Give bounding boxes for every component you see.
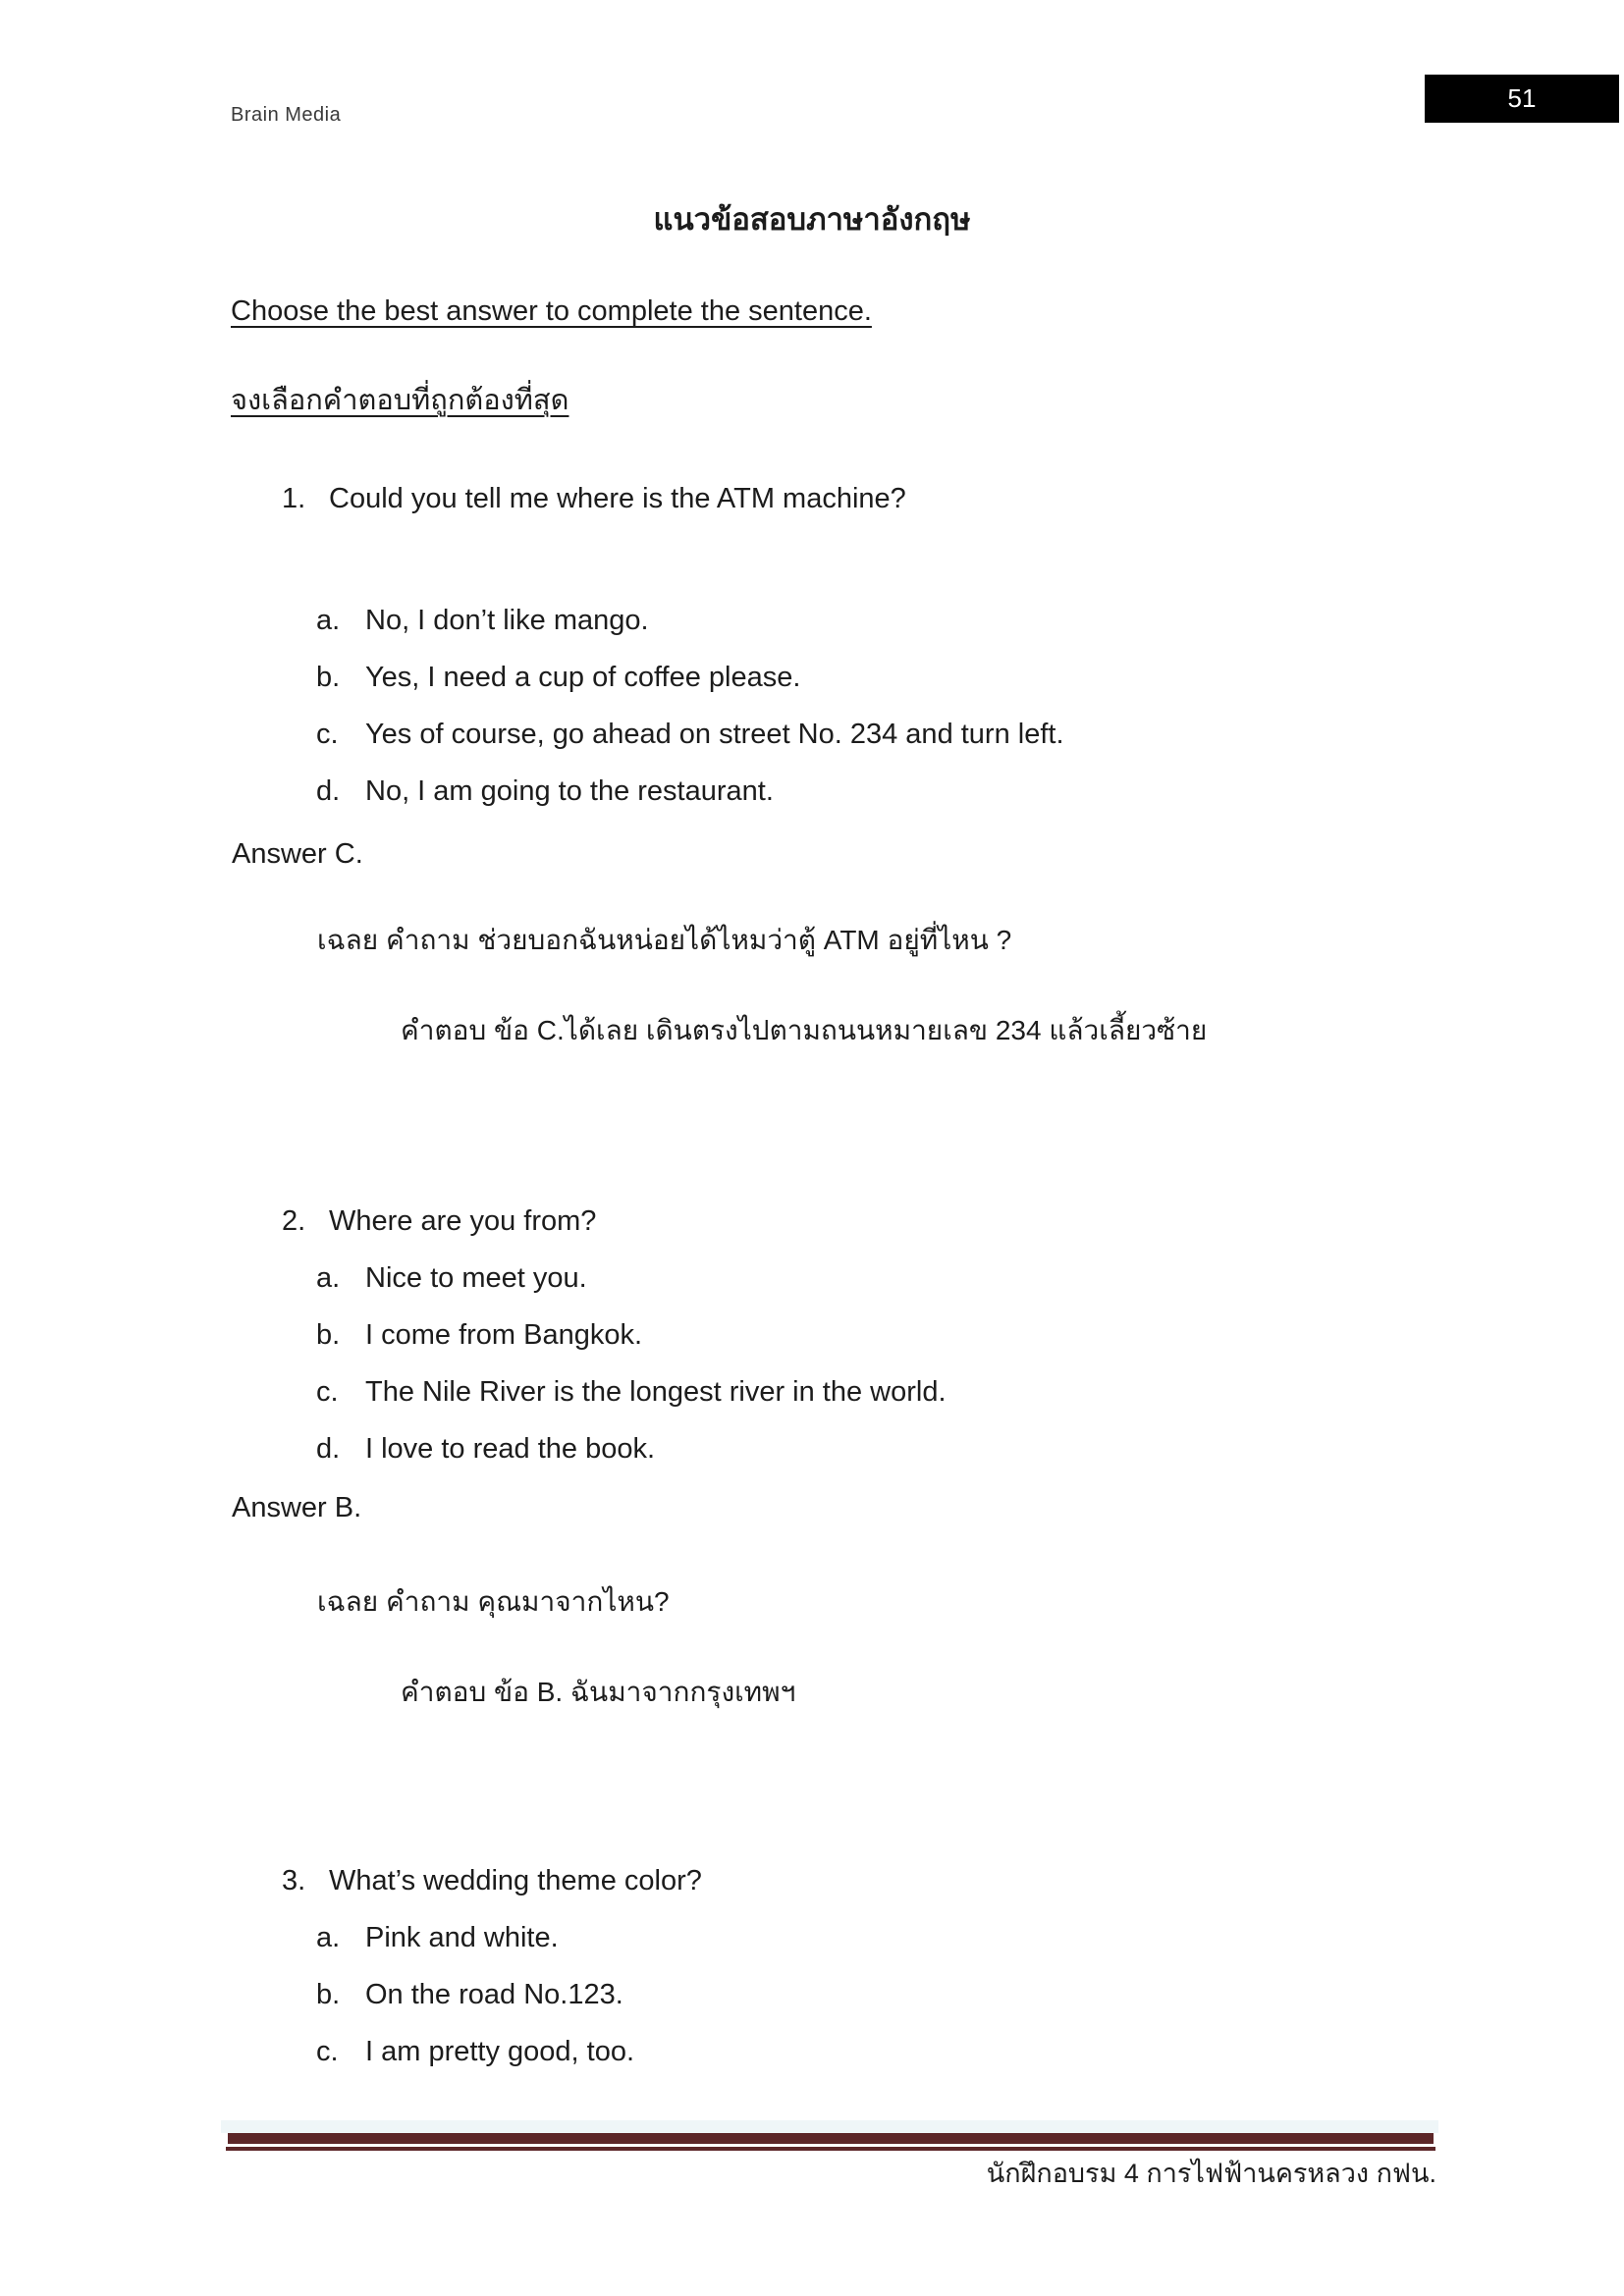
option-letter: c. bbox=[316, 1376, 339, 1408]
option-text: Yes of course, go ahead on street No. 234 and turn left. bbox=[365, 719, 1064, 750]
option-letter: c. bbox=[316, 719, 339, 750]
option-letter: d. bbox=[316, 1433, 341, 1465]
brand-text: Brain Media bbox=[231, 104, 342, 126]
option-letter: a. bbox=[316, 1922, 341, 1953]
question-2-option-a bbox=[316, 1262, 587, 1295]
footer-tint-strip bbox=[221, 2120, 1438, 2133]
question-2 bbox=[282, 1205, 596, 1238]
option-text: The Nile River is the longest river in the world. bbox=[365, 1376, 947, 1408]
option-text: No, I don’t like mango. bbox=[365, 605, 649, 636]
question-1 bbox=[282, 483, 906, 515]
option-letter: b. bbox=[316, 1979, 341, 2010]
question-1-explanation-answer: คำตอบ ข้อ C.ได้เลย เดินตรงไปตามถนนหมายเลข 234 แล้วเลี้ยวซ้าย bbox=[401, 1015, 1208, 1045]
instruction-english: Choose the best answer to complete the sentence. bbox=[231, 295, 872, 327]
question-2-answer: Answer B. bbox=[232, 1492, 362, 1523]
question-1-option-b bbox=[316, 662, 800, 694]
option-letter: a. bbox=[316, 1262, 341, 1294]
footer-rule-thin bbox=[226, 2147, 1435, 2151]
question-1-option-c bbox=[316, 719, 1064, 751]
question-2-text: Where are you from? bbox=[329, 1205, 597, 1237]
option-text: No, I am going to the restaurant. bbox=[365, 775, 774, 807]
question-1-option-d bbox=[316, 775, 774, 808]
option-text: Yes, I need a cup of coffee please. bbox=[365, 662, 801, 693]
question-3-option-c bbox=[316, 2036, 634, 2068]
option-letter: b. bbox=[316, 1319, 341, 1351]
question-1-text: Could you tell me where is the ATM machine? bbox=[329, 483, 906, 514]
option-letter: b. bbox=[316, 662, 341, 693]
option-text: Pink and white. bbox=[365, 1922, 559, 1953]
option-letter: a. bbox=[316, 605, 341, 636]
footer-rule-thick bbox=[228, 2133, 1434, 2144]
question-1-answer: Answer C. bbox=[232, 838, 363, 870]
footer-note: นักฝึกอบรม 4 การไฟฟ้านครหลวง กฟน. bbox=[986, 2159, 1436, 2188]
option-text: On the road No.123. bbox=[365, 1979, 623, 2010]
page-number: 51 bbox=[1507, 83, 1537, 113]
option-text: I love to read the book. bbox=[365, 1433, 656, 1465]
question-2-option-d bbox=[316, 1433, 655, 1466]
question-3-number: 3. bbox=[282, 1865, 306, 1896]
question-2-number: 2. bbox=[282, 1205, 306, 1237]
exam-title: แนวข้อสอบภาษาอังกฤษ bbox=[653, 202, 971, 237]
question-1-explanation-question: เฉลย คำถาม ช่วยบอกฉันหน่อยได้ไหมว่าตู้ ATM อยู่ที่ไหน ? bbox=[317, 925, 1012, 955]
question-2-option-b bbox=[316, 1319, 642, 1352]
question-3-option-b bbox=[316, 1979, 623, 2011]
question-2-explanation-question: เฉลย คำถาม คุณมาจากไหน? bbox=[317, 1586, 670, 1617]
option-text: I come from Bangkok. bbox=[365, 1319, 643, 1351]
question-2-option-c bbox=[316, 1376, 947, 1409]
question-3-option-a bbox=[316, 1922, 559, 1954]
instruction-thai: จงเลือกคำตอบที่ถูกต้องที่สุด bbox=[231, 385, 569, 416]
option-letter: d. bbox=[316, 775, 341, 807]
question-2-explanation-answer: คำตอบ ข้อ B. ฉันมาจากกรุงเทพฯ bbox=[401, 1677, 796, 1707]
question-3-text: What’s wedding theme color? bbox=[329, 1865, 702, 1896]
option-text: Nice to meet you. bbox=[365, 1262, 587, 1294]
question-1-option-a bbox=[316, 605, 649, 637]
option-text: I am pretty good, too. bbox=[365, 2036, 635, 2067]
page-number-badge bbox=[1425, 75, 1619, 123]
option-letter: c. bbox=[316, 2036, 339, 2067]
question-3 bbox=[282, 1865, 702, 1897]
question-1-number: 1. bbox=[282, 483, 306, 514]
